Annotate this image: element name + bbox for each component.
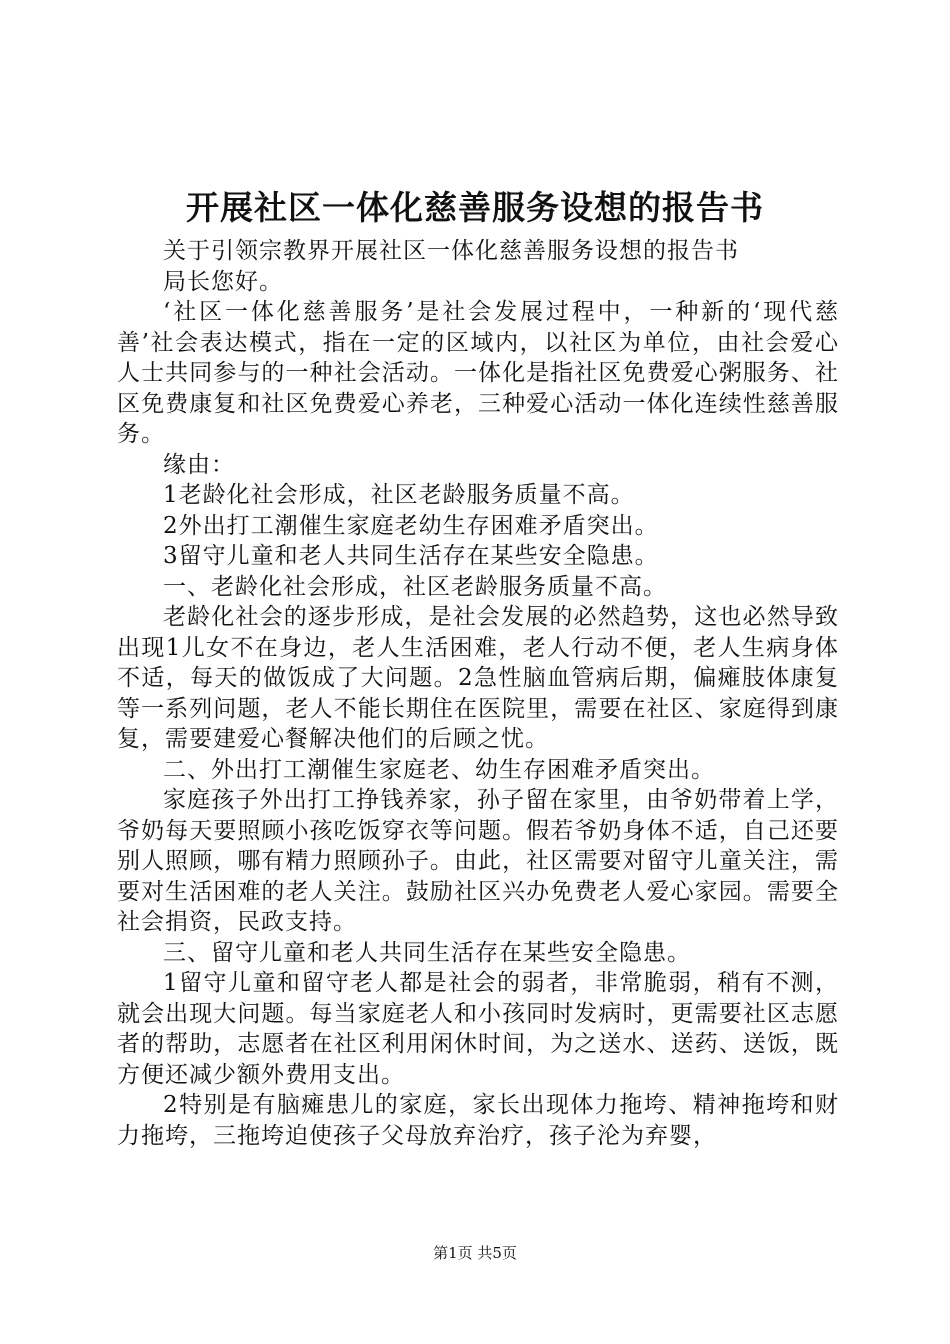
paragraph-section-3-point-2: 2特别是有脑瘫患儿的家庭，家长出现体力拖垮、精神拖垮和财力拖垮，三拖垮迫使孩子父母放弃治疗，孩子沦为弃婴，	[117, 1092, 839, 1149]
paragraph-definition: ‘社区一体化慈善服务’是社会发展过程中，一种新的‘现代慈善’社会表达模式，指在一定的区域内，以社区为单位，由社会爱心人士共同参与的一种社会活动。一体化是指社区免费爱心粥服务、社区免费康复和社区免费爱心养老，三种爱心活动一体化连续性慈善服务。	[117, 299, 839, 447]
paragraph-reason-1: 1老龄化社会形成，社区老龄服务质量不高。	[163, 482, 635, 508]
paragraph-heading-line: 关于引领宗教界开展社区一体化慈善服务设想的报告书	[163, 238, 739, 264]
paragraph-section-1: 老龄化社会的逐步形成，是社会发展的必然趋势，这也必然导致出现1儿女不在身边，老人生活困难，老人行动不便，老人生病身体不适，每天的做饭成了大问题。2急性脑血管病后期，偏瘫肢体康复等一系列问题，老人不能长期住在医院里，需要在社区、家庭得到康复，需要建爱心餐解决他们的后顾之忧。	[117, 604, 839, 752]
paragraph-reasons-label: 缘由：	[163, 451, 235, 478]
document-title: 开展社区一体化慈善服务设想的报告书	[186, 188, 764, 227]
section-heading-2: 二、外出打工潮催生家庭老、幼生存困难矛盾突出。	[163, 756, 715, 783]
section-heading-3: 三、留守儿童和老人共同生活存在某些安全隐患。	[163, 939, 691, 966]
paragraph-reason-3: 3留守儿童和老人共同生活存在某些安全隐患。	[163, 543, 659, 569]
page-number-footer: 第1页 共5页	[433, 1244, 517, 1262]
paragraph-section-3-point-1: 1留守儿童和留守老人都是社会的弱者，非常脆弱，稍有不测，就会出现大问题。每当家庭老人和小孩同时发病时，更需要社区志愿者的帮助，志愿者在社区利用闲休时间，为之送水、送药、送饭，既方便还减少额外费用支出。	[117, 970, 839, 1088]
paragraph-greeting: 局长您好。	[163, 268, 283, 295]
paragraph-reason-2: 2外出打工潮催生家庭老幼生存困难矛盾突出。	[163, 512, 659, 539]
section-heading-1: 一、老龄化社会形成，社区老龄服务质量不高。	[163, 573, 667, 600]
document-body	[117, 236, 839, 1151]
paragraph-section-2: 家庭孩子外出打工挣钱养家，孙子留在家里，由爷奶带着上学，爷奶每天要照顾小孩吃饭穿衣等问题。假若爷奶身体不适，自己还要别人照顾，哪有精力照顾孙子。由此，社区需要对留守儿童关注，需要对生活困难的老人关注。鼓励社区兴办免费老人爱心家园。需要全社会捐资，民政支持。	[117, 787, 839, 935]
